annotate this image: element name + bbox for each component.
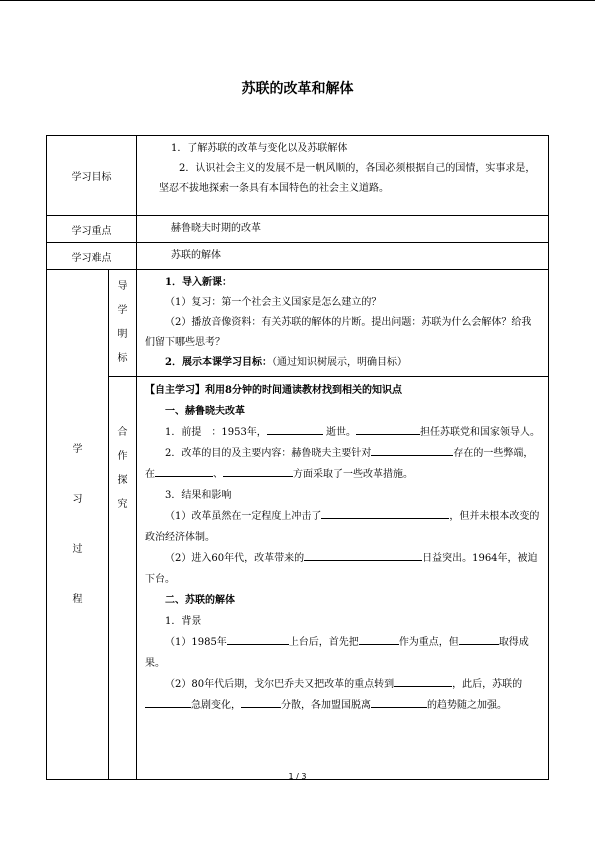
key-point-row xyxy=(47,216,549,243)
s2-line-1: 1．背景 xyxy=(165,616,202,627)
explore-content xyxy=(137,377,549,780)
text: （1）1985年 xyxy=(165,637,227,648)
guide-line-2: （2）播放音像资料：有关苏联的解体的片断。提出问题：苏联为什么会解体？给我们留下哪些思考？ xyxy=(145,317,532,348)
header-rule xyxy=(0,0,595,1)
fill-blank[interactable] xyxy=(227,632,289,645)
guide-label-char: 学 xyxy=(117,305,128,316)
text: （1）改革虽然在一定程度上冲击了 xyxy=(165,511,322,522)
page-number: 1 / 3 xyxy=(288,772,307,781)
text: ，但并未根本改变的政治经济体制。 xyxy=(145,511,540,543)
explore-intro: 【自主学习】利用8分钟的时间通读教材找到相关的知识点 xyxy=(145,385,402,396)
fill-blank[interactable] xyxy=(371,443,453,456)
objectives-content xyxy=(137,136,549,216)
section-1-heading: 一、赫鲁晓夫改革 xyxy=(165,406,245,417)
s2-line-2 xyxy=(145,632,540,674)
process-label-char: 学 xyxy=(72,443,83,455)
difficulty-text: 苏联的解体 xyxy=(137,243,549,270)
text: 方面采取了一些改革措施。 xyxy=(293,469,413,480)
guide-content xyxy=(137,270,549,377)
text: 上台后，首先把 xyxy=(288,637,359,648)
text: 1．前提 ：1953年， xyxy=(165,427,267,438)
objectives-row xyxy=(47,136,549,216)
section-2-heading: 二、苏联的解体 xyxy=(165,595,235,606)
text: 担任苏联党和国家领导人。 xyxy=(420,427,540,438)
explore-label-char: 合 xyxy=(117,427,128,438)
fill-blank[interactable] xyxy=(241,695,281,708)
text: 急剧变化， xyxy=(191,700,241,711)
explore-label-char: 探 xyxy=(117,475,128,486)
fill-blank[interactable] xyxy=(304,548,422,561)
lesson-table xyxy=(46,135,549,780)
text: 2．改革的目的及主要内容：赫鲁晓夫主要针对 xyxy=(165,448,372,459)
process-label-char: 习 xyxy=(72,493,83,505)
text: 、 xyxy=(213,469,223,480)
guide-label-char: 导 xyxy=(117,281,128,292)
text: 作为重点，但 xyxy=(398,637,459,648)
page-title: 苏联的改革和解体 xyxy=(241,81,354,97)
s1-line-5 xyxy=(145,548,540,590)
text: 分散，各加盟国脱离 xyxy=(281,700,371,711)
text: （2）进入60年代，改革带来的 xyxy=(165,553,305,564)
text: ，此后，苏联的 xyxy=(452,679,523,690)
guide-label-char: 标 xyxy=(117,353,128,364)
guide-label-char: 明 xyxy=(117,329,128,340)
fill-blank[interactable] xyxy=(223,464,293,477)
process-label-char: 过 xyxy=(72,543,83,555)
objective-1: 1．了解苏联的改革与变化以及苏联解体 xyxy=(171,143,348,154)
difficulty-row xyxy=(47,243,549,270)
s1-line-4 xyxy=(145,506,540,548)
text: 的趋势随之加强。 xyxy=(427,700,507,711)
process-label xyxy=(47,270,109,780)
s2-line-3 xyxy=(145,674,540,716)
fill-blank[interactable] xyxy=(145,695,191,708)
s1-line-3: 3．结果和影响 xyxy=(165,490,232,501)
explore-label-char: 作 xyxy=(117,451,128,462)
fill-blank[interactable] xyxy=(459,632,499,645)
s1-line-1 xyxy=(145,422,540,443)
fill-blank[interactable] xyxy=(394,674,452,687)
fill-blank[interactable] xyxy=(267,422,323,435)
fill-blank[interactable] xyxy=(321,506,449,519)
key-point-text: 赫鲁晓夫时期的改革 xyxy=(137,216,549,243)
guide-label xyxy=(109,270,137,377)
guide-heading-2-text: 2．展示本课学习目标： xyxy=(165,357,272,368)
process-label-char: 程 xyxy=(72,593,83,605)
guide-heading-1: 1．导入新课： xyxy=(165,277,232,288)
explore-label-char: 究 xyxy=(117,499,128,510)
objectives-label: 学习目标 xyxy=(47,136,137,216)
guide-row xyxy=(47,270,549,377)
difficulty-label: 学习难点 xyxy=(47,243,137,270)
fill-blank[interactable] xyxy=(371,695,427,708)
fill-blank[interactable] xyxy=(356,422,420,435)
text: 取得成果。 xyxy=(145,637,529,669)
key-point-label: 学习重点 xyxy=(47,216,137,243)
explore-label xyxy=(109,377,137,780)
text: 逝世。 xyxy=(326,427,356,438)
explore-row xyxy=(47,377,549,780)
s1-line-2 xyxy=(145,443,540,485)
text: 日益突出。1964年，被迫下台。 xyxy=(145,553,538,585)
text: 存在的一些弊端，在 xyxy=(145,448,534,480)
text: （2）80年代后期，戈尔巴乔夫又把改革的重点转到 xyxy=(165,679,395,690)
guide-line-1: （1）复习：第一个社会主义国家是怎么建立的？ xyxy=(165,297,382,308)
guide-heading-2 xyxy=(145,353,540,373)
objective-2: 2．认识社会主义的发展不是一帆风顺的，各国必须根据自己的国情，实事求是，坚忍不拔地探索一条具有本国特色的社会主义道路。 xyxy=(159,163,536,194)
fill-blank[interactable] xyxy=(155,464,213,477)
fill-blank[interactable] xyxy=(359,632,399,645)
guide-heading-2-note: （通过知识树展示，明确目标） xyxy=(271,357,407,368)
